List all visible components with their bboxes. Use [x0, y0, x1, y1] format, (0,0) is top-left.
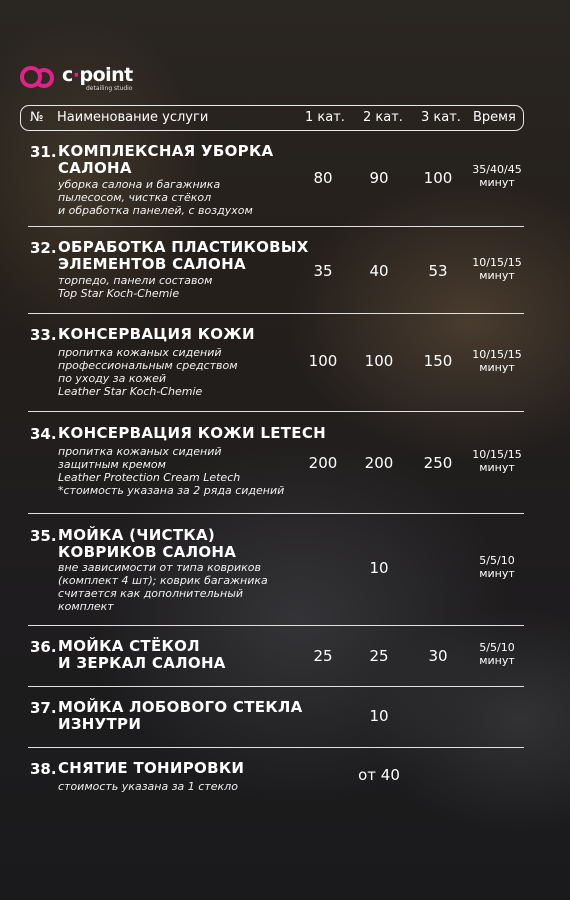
brand-name: c·point [62, 64, 133, 86]
header-num: № [30, 110, 44, 125]
row-divider [28, 513, 524, 514]
price-cat2: 25 [369, 647, 389, 665]
row-title: МОЙКА СТЁКОЛ И ЗЕРКАЛ САЛОНА [58, 637, 226, 672]
row-time: 10/15/15 минут [472, 256, 522, 282]
price-cat1: 200 [308, 454, 338, 472]
row-number: 37. [30, 699, 57, 717]
row-number: 34. [30, 425, 57, 443]
row-title: КОМПЛЕКСНАЯ УБОРКА САЛОНА [58, 142, 274, 177]
header-cat3: 3 кат. [421, 110, 461, 125]
row-time: 10/15/15 минут [472, 348, 522, 374]
row-description: уборка салона и багажника пылесосом, чистка стёкол и обработка панелей, с воздухом [58, 178, 253, 217]
price-cat3: 53 [428, 262, 448, 280]
row-time: 5/5/10 минут [479, 641, 515, 667]
row-number: 35. [30, 527, 57, 545]
row-divider [28, 411, 524, 412]
row-title: СНЯТИЕ ТОНИРОВКИ [58, 759, 245, 777]
price-cat3: 100 [423, 169, 453, 187]
row-title: КОНСЕРВАЦИЯ КОЖИ [58, 325, 255, 343]
row-description: вне зависимости от типа ковриков (комплект 4 шт); коврик багажника считается как дополнительный комплект [58, 561, 268, 613]
row-description: стоимость указана за 1 стекло [58, 780, 238, 793]
row-divider [28, 686, 524, 687]
brand-logo [20, 66, 133, 92]
price-cat1: 35 [313, 262, 333, 280]
header-cat1: 1 кат. [305, 110, 345, 125]
row-number: 38. [30, 760, 57, 778]
price-cat3: 250 [423, 454, 453, 472]
row-title: МОЙКА (ЧИСТКА) КОВРИКОВ САЛОНА [58, 526, 237, 561]
header-name: Наименование услуги [57, 110, 209, 125]
price-cat2: от 40 [358, 766, 400, 784]
row-time: 35/40/45 минут [472, 163, 522, 189]
price-cat2: 90 [369, 169, 389, 187]
brand-subtitle: detailing studio [86, 85, 133, 92]
row-divider [28, 226, 524, 227]
row-description: пропитка кожаных сидений защитным кремом Leather Protection Cream Letech *стоимость указана за 2 ряда сидений [58, 445, 285, 497]
row-title: МОЙКА ЛОБОВОГО СТЕКЛА ИЗНУТРИ [58, 698, 303, 733]
row-number: 36. [30, 638, 57, 656]
price-cat2: 200 [364, 454, 394, 472]
row-time: 5/5/10 минут [479, 554, 515, 580]
row-number: 32. [30, 239, 57, 257]
row-title: ОБРАБОТКА ПЛАСТИКОВЫХ ЭЛЕМЕНТОВ САЛОНА [58, 238, 309, 273]
price-cat3: 150 [423, 352, 453, 370]
price-cat2: 10 [369, 559, 389, 577]
logo-mark-icon [20, 66, 56, 92]
row-time: 10/15/15 минут [472, 448, 522, 474]
price-cat2: 10 [369, 707, 389, 725]
row-description: торпедо, панели составом Top Star Koch-Chemie [58, 274, 213, 300]
price-cat3: 30 [428, 647, 448, 665]
row-title: КОНСЕРВАЦИЯ КОЖИ LETECH [58, 424, 326, 442]
table-header [20, 105, 524, 131]
price-cat1: 100 [308, 352, 338, 370]
header-cat2: 2 кат. [363, 110, 403, 125]
row-description: пропитка кожаных сидений профессиональным средством по уходу за кожей Leather Star Koch-Chemie [58, 346, 238, 398]
price-cat1: 80 [313, 169, 333, 187]
price-cat2: 40 [369, 262, 389, 280]
row-number: 33. [30, 326, 57, 344]
price-cat2: 100 [364, 352, 394, 370]
row-divider [28, 625, 524, 626]
row-divider [28, 313, 524, 314]
header-time: Время [473, 110, 516, 125]
row-number: 31. [30, 143, 57, 161]
row-divider [28, 747, 524, 748]
price-cat1: 25 [313, 647, 333, 665]
